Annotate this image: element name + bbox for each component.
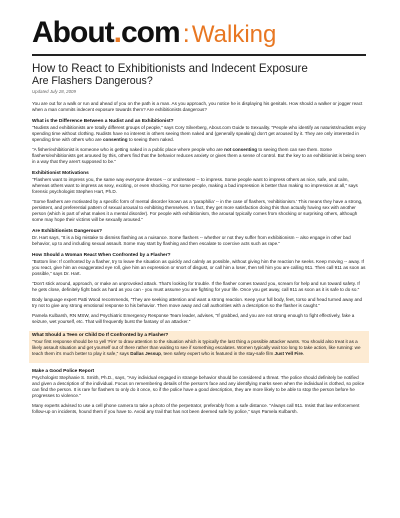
logo-section: Walking bbox=[191, 21, 277, 48]
emphasis-text: consenting bbox=[103, 137, 128, 142]
paragraph-text: "Don't stick around, approach, or make an unprovoked attack. That's looking for trouble. If the flasher comes toward you, scream for help and run toward safety. If he gets close, definitely fight back as hard as you can - you must assume you are fighting for your life. Once you get away, call 911 as soon as it is safe to do so." bbox=[32, 281, 360, 292]
logo-dot: . bbox=[113, 16, 121, 49]
section-paragraph bbox=[32, 125, 366, 143]
article-section bbox=[29, 331, 369, 363]
paragraph-text: Many experts advised to use a cell phone camera to take a photo of the perpetrator, preferably from a safe distance. "Always call 911. Insist that law enforcement follow-up on incidents, hound them if you have to. Avoid any trail that has not been deemed safe by police," says Pamela Kulbarsh. bbox=[32, 403, 360, 414]
paragraph-text: , teen safety expert who is featured in the stay-safe film bbox=[160, 351, 275, 356]
section-paragraph bbox=[32, 281, 366, 293]
section-paragraph bbox=[32, 199, 366, 223]
section-heading: How Should a Woman React When Confronted by a Flasher? bbox=[32, 253, 171, 258]
section-paragraph bbox=[32, 177, 366, 195]
section-heading: Are Exhibitionists Dangerous? bbox=[32, 229, 103, 234]
section-paragraph bbox=[32, 147, 366, 165]
logo-separator: : bbox=[182, 18, 190, 48]
paragraph-text: "Nudists and exhibitionists are totally different groups of people," says Cory Silverberg, About.com Guide to Sexuality. "People who identify as naturists/nudists enjoy spending time without clothing. Nudists have no interest in others seeing them naked and (generally speaking) don't get aroused by it. They are only interested in spending time with others who are bbox=[32, 125, 366, 142]
paragraph-text: Dr. Hart says, "It is a big mistake to dismiss flashing as a nuisance. Some flashers -- whether or not they suffer from exhibitionism -- also engage in other bad behavior, up to and including sexual assault. Some may start by flashing and then escalate to coercive acts such as rape." bbox=[32, 235, 351, 246]
section-heading: Make a Good Police Report bbox=[32, 369, 95, 374]
section-paragraph bbox=[32, 339, 366, 357]
article-body bbox=[32, 119, 366, 415]
section-paragraph bbox=[32, 403, 366, 415]
paragraph-text: "A fisher/exhibitionist is someone who is getting naked in a public place where people who are bbox=[32, 147, 225, 152]
section-paragraph bbox=[32, 259, 366, 277]
article-section bbox=[32, 253, 366, 325]
intro-paragraph: You are out for a walk or run and ahead of you on the path is a man. As you approach, you notice he is displaying his genitals. How should a walker or jogger react when a man commits indecent exposure towards them? Are exhibitionists dangerous? bbox=[32, 101, 363, 112]
logo-brand: About.com bbox=[32, 16, 180, 49]
article-section bbox=[32, 171, 366, 223]
emphasis-text: Just Yell Fire bbox=[274, 351, 303, 356]
emphasis-text: Dallas Jessup bbox=[130, 351, 161, 356]
section-paragraph bbox=[32, 297, 366, 309]
article-title: How to React to Exhibitionists and Indecent Exposure bbox=[32, 62, 308, 75]
section-paragraph bbox=[32, 235, 366, 247]
site-logo[interactable] bbox=[32, 18, 366, 50]
emphasis-text: not consenting bbox=[224, 147, 258, 152]
header-rule bbox=[32, 54, 366, 56]
article-section bbox=[32, 229, 366, 247]
section-heading: Exhibitionist Motivations bbox=[32, 171, 89, 176]
paragraph-text: Psychologist Stephanie S. Smith, Ph.D., says, "Any individual engaged in strange behavior should be considered a threat. The police should definitely be notified and given a description of the individual. Focus on remembering details of the person's face and any identifying marks seen when the individual is clothed, so police can find the person. It is rare for flashers to only do it once, so if the police have a good description, they are more likely to be able to stop the person before he progresses to violence." bbox=[32, 375, 365, 398]
section-paragraph bbox=[32, 313, 366, 325]
paragraph-text: to seeing them can see them. Some flashers/exhibitionists get aroused by this, others find that the behavior reduces anxiety or gives them a sense of control. But the key to an exhibitionist is being seen in a way that they aren't supposed to be." bbox=[32, 147, 366, 164]
paragraph-text: "Bottom line: If confronted by a flasher, try to leave the situation as quickly and calmly as possible, without giving him the reaction he seeks. Keep moving -- away. If you react, give him an exaggerated eye roll, give him an expression or snort of disgust, or call him a loser, then tell him you are calling 911. Then call 911 as soon as possible," says Dr. Hart. bbox=[32, 259, 366, 276]
paragraph-text: "Your first response should be to yell 'Fire' to draw attention to the situation which is typically the last thing a possible attacker wants. You should also treat it as a likely assault situation and get yourself out of there rather than waiting to see if something escalates. Women typically wait too long to take action, like running: we teach them it's much better to play it safe," says bbox=[32, 339, 361, 356]
section-heading: What is the Difference Between a Nudist and an Exhibitionist? bbox=[32, 119, 174, 124]
paragraph-text: . bbox=[302, 351, 305, 356]
article-section bbox=[32, 119, 366, 165]
paragraph-text: "Flashers want to impress you, the same way everyone dresses -- or undresses! -- to impress. Some people want to impress others as nice, safe, and calm, whereas others want to impress as sexy, exciting, or even shocking. For some people, making a bad impression is better than making no impression at all," says forensic psychologist Stephen Hart, Ph.D. bbox=[32, 177, 358, 194]
article-section bbox=[32, 369, 366, 415]
paragraph-text: "Some flashers are motivated by a specific form of mental disorder known as a 'paraphilia' -- in the case of flashers, 'exhibitionism.' This means they have a strong, persistent, and preferential pattern of sexual arousal to exhibiting themselves. In fact, they get more satisfaction doing this than actually having sex with another person (which is part of what makes it a mental disorder). For people with exhibitionism, the arousal typically comes from shocking or surprising others, although some may hope their victims will be sexually aroused." bbox=[32, 199, 363, 222]
paragraph-text: Pamela Kulbarsh, RN MSW, and Psychiatric Emergency Response Team leader, advises, "If grabbed, and you are not strong enough to fight effectively, fake a seizure, wet yourself, etc. That will frequently burst the fantasy of an attacker." bbox=[32, 313, 355, 324]
section-heading: What Should a Teen or Child Do If Confronted by a Flasher? bbox=[32, 333, 169, 338]
paragraph-text: Body language expert Patti Wood recommends, "They are seeking attention and want a strong reaction. Keep your full body, feet, torso and head turned away and try not to give any strong emotional response to his behavior. Then move away and call authorities with a description so the flasher is caught." bbox=[32, 297, 363, 308]
article-subtitle: Are Flashers Dangerous? bbox=[32, 75, 153, 87]
section-paragraph bbox=[32, 375, 366, 399]
updated-date: Updated July 28, 2009 bbox=[32, 89, 76, 94]
paragraph-text: to seeing them naked. bbox=[127, 137, 174, 142]
